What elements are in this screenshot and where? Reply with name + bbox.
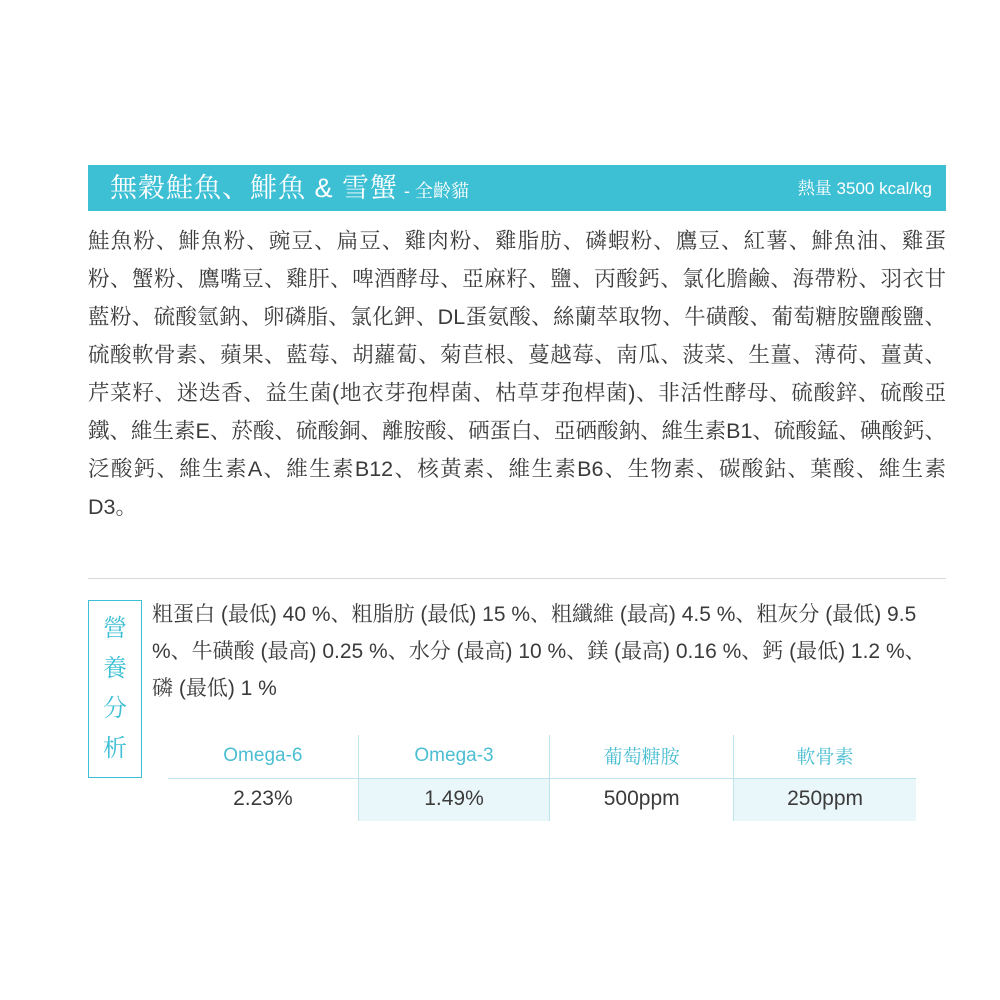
product-subtitle: - 全齡貓 xyxy=(404,180,470,201)
ingredients-text: 鮭魚粉、鯡魚粉、豌豆、扁豆、雞肉粉、雞脂肪、磷蝦粉、鷹豆、紅薯、鯡魚油、雞蛋粉、蟹粉、鷹嘴豆、雞肝、啤酒酵母、亞麻籽、鹽、丙酸鈣、氯化膽鹼、海帶粉、羽衣甘藍粉、硫酸氫鈉、卵磷脂、氯化鉀、DL蛋氨酸、絲蘭萃取物、牛磺酸、葡萄糖胺鹽酸鹽、硫酸軟骨素、蘋果、藍莓、胡蘿蔔、菊苣根、蔓越莓、南瓜、菠菜、生薑、薄荷、薑黃、芹菜籽、迷迭香、益生菌(地衣芽孢桿菌、枯草芽孢桿菌)、非活性酵母、硫酸鋅、硫酸亞鐵、維生素E、菸酸、硫酸銅、離胺酸、硒蛋白、亞硒酸鈉、維生素B1、硫酸錳、碘酸鈣、泛酸鈣、維生素A、維生素B12、核黃素、維生素B6、生物素、碳酸鈷、葉酸、維生素D3。 xyxy=(88,229,946,519)
table-cell-chondroitin: 250ppm xyxy=(734,779,916,822)
table-header-chondroitin: 軟骨素 xyxy=(734,735,916,779)
table-header-omega6: Omega-6 xyxy=(168,735,358,779)
nutrition-analysis-label xyxy=(88,600,142,778)
table-cell-omega6: 2.23% xyxy=(168,779,358,822)
calorie-value: 熱量 3500 kcal/kg xyxy=(797,178,932,198)
page-title: 無穀鮭魚、鯡魚 & 雪蟹 xyxy=(110,172,399,203)
table-row xyxy=(168,779,916,822)
table-header-omega3: Omega-3 xyxy=(358,735,549,779)
table-header-row xyxy=(168,735,916,779)
nutrition-analysis-text: 粗蛋白 (最低) 40 %、粗脂肪 (最低) 15 %、粗纖維 (最高) 4.5 %、粗灰分 (最低) 9.5 %、牛磺酸 (最高) 0.25 %、水分 (最高) 10 %、鎂 (最高) 0.16 %、鈣 (最低) 1.2 %、磷 (最低) 1 % xyxy=(152,603,926,700)
supplement-table xyxy=(168,735,916,821)
nutrition-label-char-2: 養 xyxy=(103,655,127,682)
nutrition-label-char-3: 分 xyxy=(103,695,127,722)
section-divider xyxy=(88,578,946,579)
product-title-group xyxy=(110,172,470,203)
product-header-band xyxy=(88,165,946,211)
table-cell-glucosamine: 500ppm xyxy=(550,779,734,822)
table-cell-omega3: 1.49% xyxy=(358,779,549,822)
nutrition-label-char-1: 營 xyxy=(103,615,127,642)
table-header-glucosamine: 葡萄糖胺 xyxy=(550,735,734,779)
nutrition-label-char-4: 析 xyxy=(103,735,127,762)
